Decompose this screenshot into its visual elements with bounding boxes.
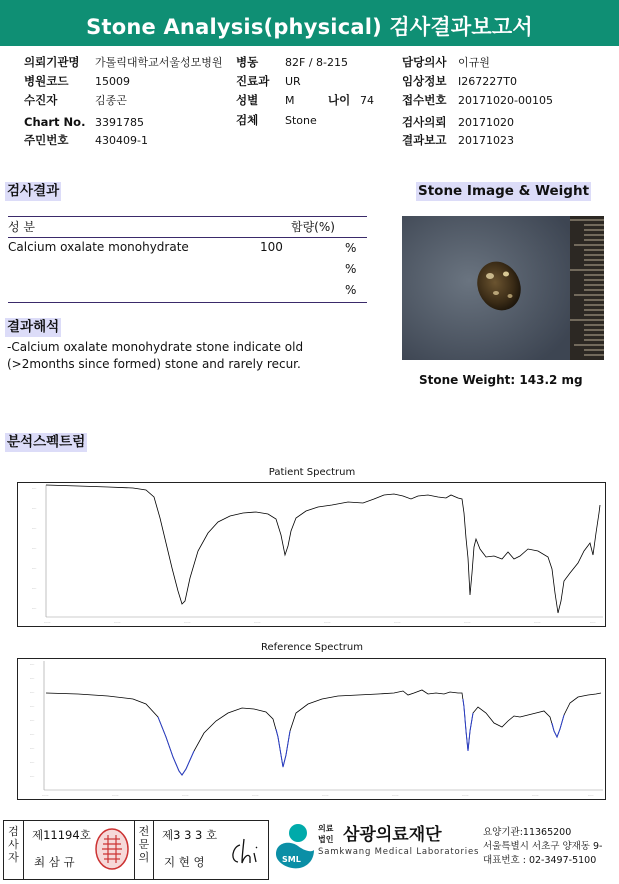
svg-text:----: ---- [30,746,35,750]
svg-text:------: ------ [462,793,469,797]
clinical-label: 임상정보 [402,74,447,88]
stone-title: Stone Image & Weight [418,183,590,199]
composition-table [8,216,367,303]
patient-info [0,53,619,153]
dept-value: UR [285,75,301,88]
lab-address: 서울특별시 서초구 양재동 9- [483,841,603,852]
ward-value: 82F / 8-215 [285,56,348,69]
result-unit: % [345,262,357,276]
table-top-rule [8,216,367,217]
age-label: 나이 [328,93,351,107]
logo-text: SML [282,855,301,864]
reference-spectrum-graphic [18,659,605,799]
institution-label: 의뢰기관명 [24,55,80,69]
stone-weight: Stone Weight: 143.2 mg [419,373,583,387]
svg-text:------: ------ [254,620,261,624]
clinical-value: I267227T0 [458,75,517,88]
report-title: Stone Analysis(physical) 검사결과보고서 [86,15,533,39]
svg-text:----: ---- [32,606,37,610]
report-date-label: 결과보고 [402,133,447,147]
lab-care-number: 요양기관:11365200 [483,827,572,838]
svg-text:----: ---- [30,718,35,722]
sex-label: 성별 [236,93,259,107]
svg-text:----: ---- [32,566,37,570]
receipt-value: 20171020-00105 [458,94,553,107]
col-pct-header: 함량(%) [291,220,335,234]
signature-box [3,820,269,880]
result-value: 100 [260,240,283,254]
svg-text:------: ------ [392,793,399,797]
resident-value: 430409-1 [95,134,148,147]
examiner-seal [94,827,130,871]
svg-text:----: ---- [30,732,35,736]
report-date-value: 20171023 [458,134,514,147]
doctor-label: 담당의사 [402,55,447,69]
lab-phone: 대표번호 : 02-3497-5100 [483,855,597,866]
report-footer [0,812,619,884]
svg-text:------: ------ [112,793,119,797]
patient-spectrum-graphic [18,483,605,626]
svg-text:----: ---- [32,486,37,490]
request-value: 20171020 [458,116,514,129]
specialist-license-no: 제3 3 3 호 [162,828,218,842]
svg-text:------: ------ [42,793,49,797]
specimen-value: Stone [285,114,317,127]
chart-value: 3391785 [95,116,144,129]
chart-label: Chart No. [24,115,86,129]
svg-text:----: ---- [32,586,37,590]
svg-text:----: ---- [30,676,35,680]
patient-spectrum-chart [17,482,606,627]
hospital-code-value: 15009 [95,75,130,88]
svg-text:------: ------ [532,793,539,797]
examiner-name: 최 삼 규 [34,855,75,869]
svg-text:----: ---- [32,506,37,510]
resident-label: 주민번호 [24,133,69,147]
table-header-rule [8,237,367,238]
table-bottom-rule [8,302,367,303]
svg-text:------: ------ [322,793,329,797]
interpretation-text [7,339,357,373]
svg-text:-----: ----- [588,793,594,797]
result-unit: % [345,241,357,255]
spectrum-title: 분석스펙트럼 [7,434,86,450]
lab-name: 삼광의료재단 [343,825,442,845]
specialist-name: 지 현 영 [164,855,205,869]
result-name: Calcium oxalate monohydrate [8,240,189,254]
examiner-label-text: 검사자 [8,825,19,864]
svg-text:------: ------ [184,620,191,624]
examiner-label [4,821,24,879]
patient-label: 수진자 [24,93,58,107]
specimen-label: 검체 [236,113,259,127]
svg-text:----: ---- [30,704,35,708]
stone-photo-graphic [402,216,604,360]
hospital-code-label: 병원코드 [24,74,69,88]
svg-text:----: ---- [30,690,35,694]
lab-prefix-2: 법인 [318,835,334,844]
svg-text:----: ---- [30,662,35,666]
examiner-license-no: 제11194호 [32,828,91,842]
col-name-header: 성 분 [8,220,35,234]
lab-prefix-1: 의료 [318,824,334,833]
dept-label: 진료과 [236,74,270,88]
request-label: 검사의뢰 [402,115,447,129]
svg-text:------: ------ [394,620,401,624]
svg-text:----: ---- [30,760,35,764]
svg-text:------: ------ [464,620,471,624]
results-title: 검사결과 [7,183,60,199]
patient-value: 김종곤 [95,94,127,107]
svg-text:------: ------ [534,620,541,624]
result-unit: % [345,283,357,297]
specialist-label-text: 전문의 [138,825,150,864]
svg-text:----: ---- [30,774,35,778]
svg-text:------: ------ [44,620,51,624]
svg-text:------: ------ [114,620,121,624]
age-value: 74 [360,94,374,107]
svg-text:-----: ----- [590,620,596,624]
patient-spectrum-title: Patient Spectrum [268,467,356,478]
svg-text:------: ------ [252,793,259,797]
interpretation-title: 결과해석 [7,319,60,335]
svg-text:------: ------ [324,620,331,624]
institution-value: 가톨릭대학교서울성모병원 [95,56,223,69]
interpretation-line: -Calcium oxalate monohydrate stone indicate old [7,340,304,354]
svg-text:------: ------ [182,793,189,797]
doctor-value: 이규원 [458,56,490,69]
specialist-label [134,821,154,879]
lab-english-name: Samkwang Medical Laboratories [318,847,480,857]
ward-label: 병동 [236,55,259,69]
lab-logo [272,822,316,870]
sex-value: M [285,94,295,107]
svg-text:----: ---- [32,546,37,550]
specialist-signature [226,835,266,869]
reference-spectrum-title: Reference Spectrum [261,642,363,653]
interpretation-line: (>2months since formed) stone and rarely recur. [7,357,301,371]
stone-photo [402,216,604,360]
svg-text:----: ---- [32,526,37,530]
reference-spectrum-chart [17,658,606,800]
receipt-label: 접수번호 [402,93,447,107]
report-header [0,0,619,46]
